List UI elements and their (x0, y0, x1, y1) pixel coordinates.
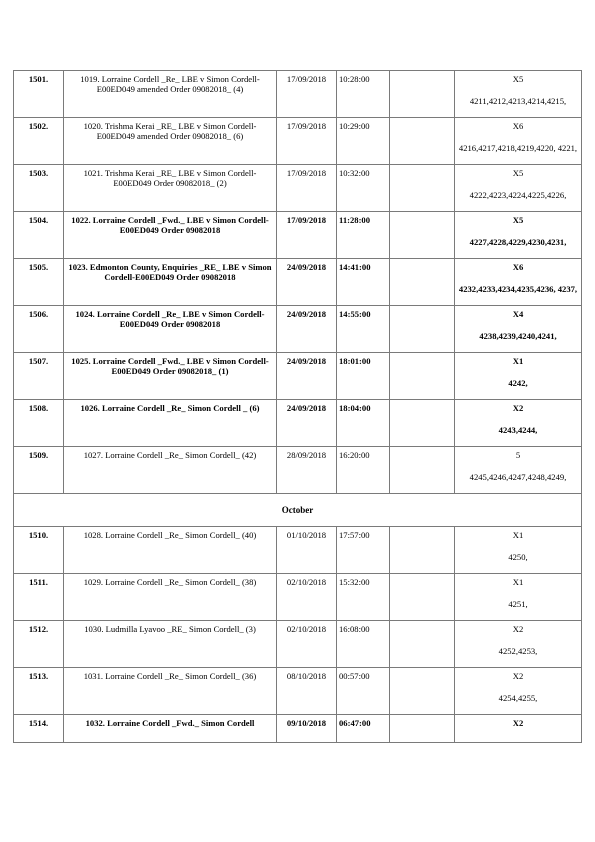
row-pages-cell (455, 574, 582, 621)
row-blank-cell (390, 668, 455, 715)
row-page-list: 4222,4223,4224,4225,4226, (469, 190, 567, 201)
row-blank-cell (390, 165, 455, 212)
row-pages-cell (455, 306, 582, 353)
row-date: 24/09/2018 (277, 400, 337, 447)
row-page-list: 4242, (508, 378, 528, 389)
row-time: 16:08:00 (337, 621, 390, 668)
table-row (14, 447, 582, 494)
row-date: 24/09/2018 (277, 306, 337, 353)
row-page-list: 4216,4217,4218,4219,4220, 4221, (458, 143, 578, 154)
row-number: 1510. (14, 527, 64, 574)
row-page-count: X2 (512, 718, 524, 728)
row-pages-cell (455, 71, 582, 118)
row-time: 18:01:00 (337, 353, 390, 400)
row-page-list: 4251, (508, 599, 528, 610)
table-row (14, 400, 582, 447)
row-blank-cell (390, 71, 455, 118)
row-time: 00:57:00 (337, 668, 390, 715)
row-time: 16:20:00 (337, 447, 390, 494)
row-time: 06:47:00 (337, 715, 390, 743)
row-page-count: X5 (512, 168, 524, 178)
row-number: 1503. (14, 165, 64, 212)
table-row (14, 71, 582, 118)
row-number: 1505. (14, 259, 64, 306)
row-page-list: 4227,4228,4229,4230,4231, (469, 237, 567, 248)
row-number: 1513. (14, 668, 64, 715)
row-pages-cell (455, 118, 582, 165)
row-pages-cell (455, 527, 582, 574)
row-blank-cell (390, 118, 455, 165)
row-date: 24/09/2018 (277, 259, 337, 306)
row-blank-cell (390, 400, 455, 447)
row-pages-cell (455, 715, 582, 743)
row-description: 1028. Lorraine Cordell _Re_ Simon Cordell_ (40) (64, 527, 277, 574)
table-row (14, 527, 582, 574)
table-row (14, 165, 582, 212)
month-heading-row (14, 494, 582, 527)
row-page-count: X1 (512, 577, 524, 587)
row-description: 1020. Trishma Kerai _RE_ LBE v Simon Cordell-E00ED049 amended Order 09082018_ (6) (64, 118, 277, 165)
row-page-list: 4238,4239,4240,4241, (479, 331, 557, 342)
row-description: 1024. Lorraine Cordell _Re_ LBE v Simon Cordell-E00ED049 Order 09082018 (64, 306, 277, 353)
row-description: 1026. Lorraine Cordell _Re_ Simon Cordell _ (6) (64, 400, 277, 447)
row-time: 10:32:00 (337, 165, 390, 212)
row-page-count: X2 (512, 671, 524, 681)
row-blank-cell (390, 574, 455, 621)
row-time: 14:55:00 (337, 306, 390, 353)
row-date: 09/10/2018 (277, 715, 337, 743)
row-page-count: X4 (512, 309, 524, 319)
row-blank-cell (390, 259, 455, 306)
table-row (14, 212, 582, 259)
row-description: 1032. Lorraine Cordell _Fwd._ Simon Cordell (64, 715, 277, 743)
row-description: 1025. Lorraine Cordell _Fwd._ LBE v Simon Cordell-E00ED049 Order 09082018_ (1) (64, 353, 277, 400)
row-page-count: X5 (512, 215, 524, 225)
row-description: 1023. Edmonton County, Enquiries _RE_ LBE v Simon Cordell-E00ED049 Order 09082018 (64, 259, 277, 306)
row-number: 1514. (14, 715, 64, 743)
row-time: 17:57:00 (337, 527, 390, 574)
row-description: 1030. Ludmilla Lyavoo _RE_ Simon Cordell_ (3) (64, 621, 277, 668)
row-description: 1022. Lorraine Cordell _Fwd._ LBE v Simon Cordell-E00ED049 Order 09082018 (64, 212, 277, 259)
row-blank-cell (390, 353, 455, 400)
row-number: 1506. (14, 306, 64, 353)
row-number: 1504. (14, 212, 64, 259)
row-page-count: X1 (512, 356, 524, 366)
row-time: 18:04:00 (337, 400, 390, 447)
row-blank-cell (390, 621, 455, 668)
row-page-count: X6 (512, 262, 524, 272)
row-pages-cell (455, 212, 582, 259)
row-blank-cell (390, 306, 455, 353)
row-page-list: 4243,4244, (498, 425, 538, 436)
row-page-list: 4250, (508, 552, 528, 563)
row-blank-cell (390, 715, 455, 743)
correspondence-log-table (13, 70, 582, 743)
row-pages-cell (455, 165, 582, 212)
row-pages-cell (455, 621, 582, 668)
row-number: 1508. (14, 400, 64, 447)
row-page-list: 4232,4233,4234,4235,4236, 4237, (458, 284, 578, 295)
table-row (14, 118, 582, 165)
row-date: 08/10/2018 (277, 668, 337, 715)
table-row (14, 306, 582, 353)
row-pages-cell (455, 400, 582, 447)
row-date: 17/09/2018 (277, 118, 337, 165)
row-page-list: 4245,4246,4247,4248,4249, (469, 472, 567, 483)
row-date: 17/09/2018 (277, 212, 337, 259)
row-time: 10:29:00 (337, 118, 390, 165)
row-number: 1512. (14, 621, 64, 668)
table-row (14, 715, 582, 743)
row-blank-cell (390, 527, 455, 574)
row-number: 1509. (14, 447, 64, 494)
row-description: 1021. Trishma Kerai _RE_ LBE v Simon Cordell-E00ED049 Order 09082018_ (2) (64, 165, 277, 212)
row-time: 15:32:00 (337, 574, 390, 621)
row-time: 11:28:00 (337, 212, 390, 259)
row-date: 17/09/2018 (277, 71, 337, 118)
row-page-count: X2 (512, 624, 524, 634)
table-row (14, 621, 582, 668)
table-row (14, 574, 582, 621)
row-page-list: 4254,4255, (498, 693, 538, 704)
row-page-count: 5 (515, 450, 521, 460)
row-time: 10:28:00 (337, 71, 390, 118)
row-number: 1507. (14, 353, 64, 400)
row-time: 14:41:00 (337, 259, 390, 306)
row-date: 24/09/2018 (277, 353, 337, 400)
row-date: 02/10/2018 (277, 621, 337, 668)
table-row (14, 668, 582, 715)
row-blank-cell (390, 212, 455, 259)
row-date: 17/09/2018 (277, 165, 337, 212)
month-heading: October (14, 494, 582, 527)
row-description: 1029. Lorraine Cordell _Re_ Simon Cordell_ (38) (64, 574, 277, 621)
table-row (14, 353, 582, 400)
row-page-list: 4211,4212,4213,4214,4215, (469, 96, 567, 107)
row-date: 02/10/2018 (277, 574, 337, 621)
table-row (14, 259, 582, 306)
row-page-list: 4252,4253, (498, 646, 538, 657)
row-pages-cell (455, 668, 582, 715)
row-page-count: X2 (512, 403, 524, 413)
row-number: 1511. (14, 574, 64, 621)
row-number: 1501. (14, 71, 64, 118)
row-pages-cell (455, 447, 582, 494)
row-date: 28/09/2018 (277, 447, 337, 494)
row-description: 1027. Lorraine Cordell _Re_ Simon Cordell_ (42) (64, 447, 277, 494)
row-page-count: X1 (512, 530, 524, 540)
row-description: 1031. Lorraine Cordell _Re_ Simon Cordell_ (36) (64, 668, 277, 715)
row-pages-cell (455, 259, 582, 306)
row-page-count: X5 (512, 74, 524, 84)
row-description: 1019. Lorraine Cordell _Re_ LBE v Simon Cordell-E00ED049 amended Order 09082018_ (4) (64, 71, 277, 118)
row-number: 1502. (14, 118, 64, 165)
row-date: 01/10/2018 (277, 527, 337, 574)
row-page-count: X6 (512, 121, 524, 131)
row-blank-cell (390, 447, 455, 494)
row-pages-cell (455, 353, 582, 400)
